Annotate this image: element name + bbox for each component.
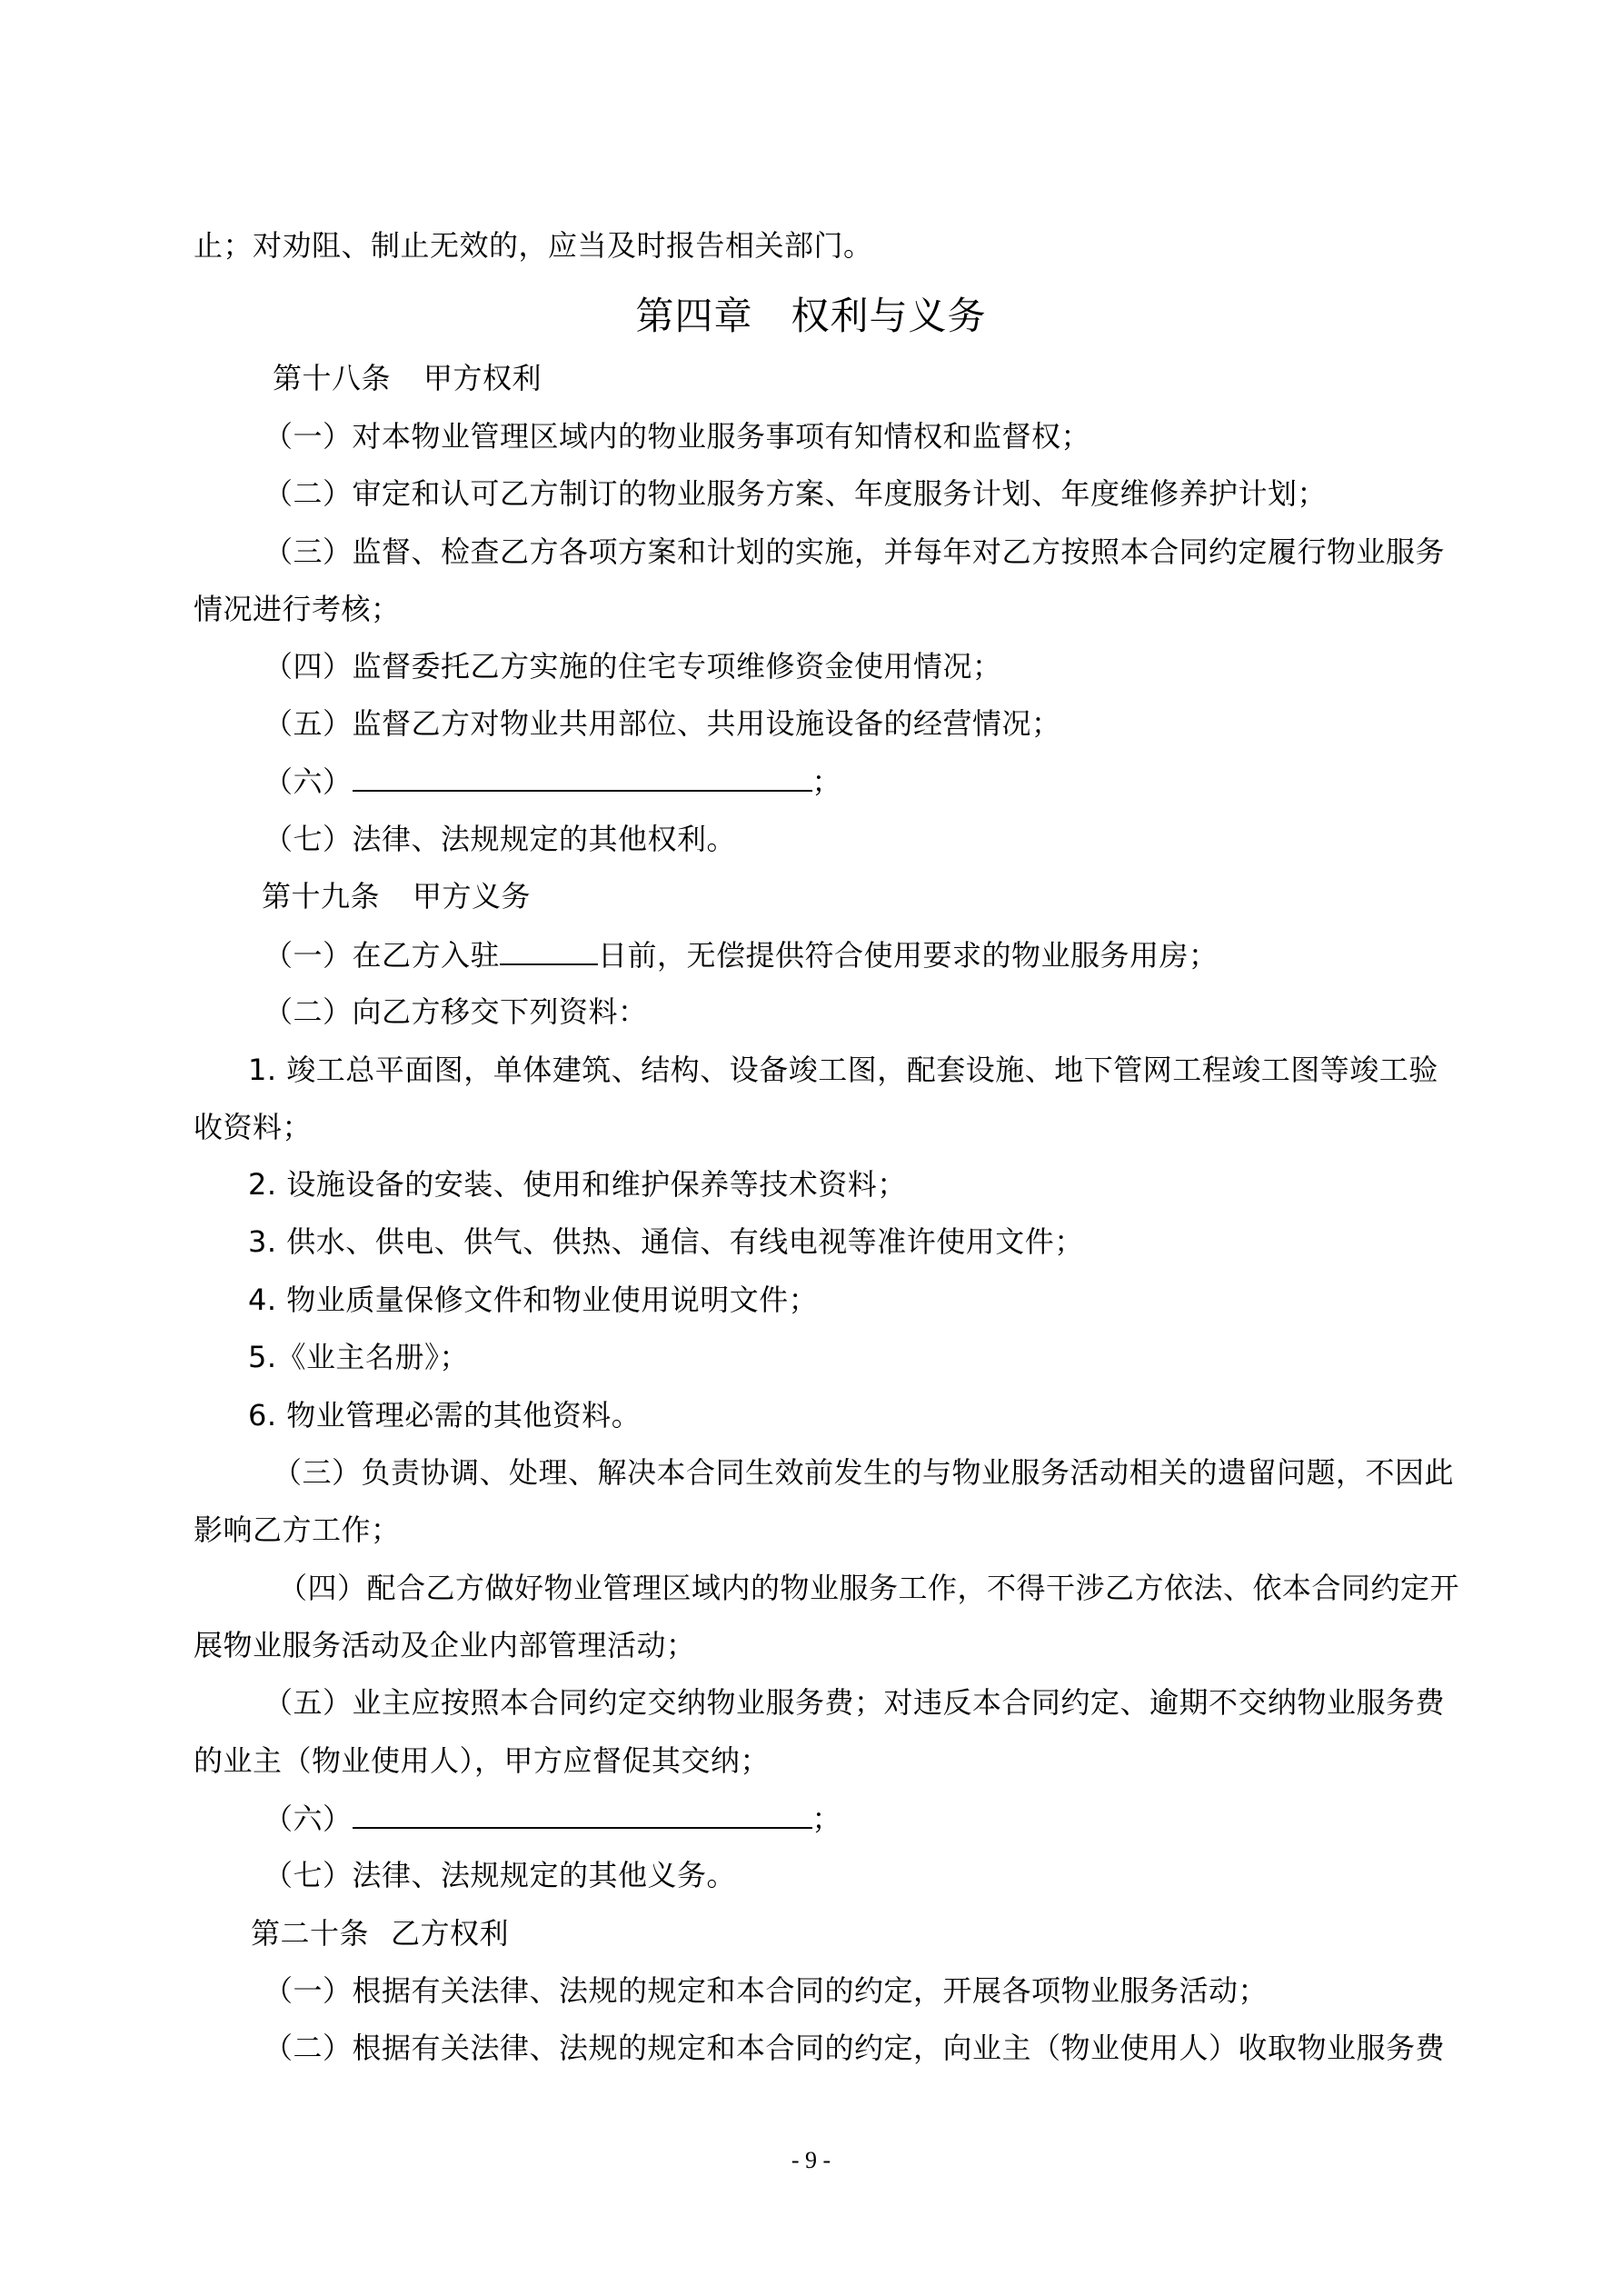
paragraph-line: 1. 竣工总平面图，单体建筑、结构、设备竣工图，配套设施、地下管网工程竣工图等竣工验 — [248, 1053, 1438, 1087]
article-heading — [262, 878, 531, 914]
paragraph-line: 收资料； — [194, 1110, 313, 1144]
article-number: 第二十条 — [251, 1916, 370, 1951]
paragraph-line: （一）对本物业管理区域内的物业服务事项有知情权和监督权； — [264, 419, 1091, 454]
paragraph-line: （二）根据有关法律、法规的规定和本合同的约定，向业主（物业使用人）收取物业服务费 — [264, 2031, 1446, 2065]
article-name: 甲方义务 — [413, 879, 532, 913]
fill-in-line — [264, 1800, 841, 1837]
paragraph-line: 6. 物业管理必需的其他资料。 — [248, 1398, 642, 1433]
paragraph-line: 5.《业主名册》； — [248, 1340, 470, 1374]
article-heading — [251, 1915, 509, 1952]
article-name: 乙方权利 — [391, 1916, 510, 1951]
paragraph-line: （五）业主应按照本合同约定交纳物业服务费；对违反本合同约定、逾期不交纳物业服务费 — [264, 1685, 1446, 1720]
paragraph-line: （五）监督乙方对物业共用部位、共用设施设备的经营情况； — [264, 706, 1061, 741]
fill-in-line — [264, 936, 1219, 973]
item-text-suffix: 日前，无偿提供符合使用要求的物业服务用房； — [598, 938, 1219, 973]
paragraph-line: （三）监督、检查乙方各项方案和计划的实施，并每年对乙方按照本合同约定履行物业服务 — [264, 534, 1446, 569]
paragraph-line: （四）监督委托乙方实施的住宅专项维修资金使用情况； — [264, 649, 1002, 684]
chapter-number: 第四章 — [635, 294, 753, 338]
paragraph-line: （七）法律、法规规定的其他权利。 — [264, 822, 737, 856]
item-text: （一）在乙方入驻 — [264, 938, 501, 973]
fill-in-blank[interactable] — [353, 763, 812, 792]
paragraph-line: 展物业服务活动及企业内部管理活动； — [194, 1628, 696, 1662]
paragraph-line: （二）审定和认可乙方制订的物业服务方案、年度服务计划、年度维修养护计划； — [264, 476, 1328, 511]
paragraph-line: （七）法律、法规规定的其他义务。 — [264, 1858, 737, 1892]
paragraph-line: 2. 设施设备的安装、使用和维护保养等技术资料； — [248, 1167, 907, 1202]
fill-in-line — [264, 763, 841, 800]
chapter-name: 权利与义务 — [791, 294, 987, 338]
item-label: （六） — [264, 764, 353, 799]
paragraph-line: 情况进行考核； — [194, 592, 401, 626]
paragraph-line: 3. 供水、供电、供气、供热、通信、有线电视等准许使用文件； — [248, 1224, 1084, 1259]
paragraph-line: （二）向乙方移交下列资料： — [264, 994, 648, 1029]
article-heading — [273, 360, 542, 396]
paragraph-line: 止；对劝阻、制止无效的，应当及时报告相关部门。 — [194, 228, 873, 263]
article-number: 第十八条 — [273, 361, 392, 395]
paragraph-line: （一）根据有关法律、法规的规定和本合同的约定，开展各项物业服务活动； — [264, 1973, 1269, 2008]
paragraph-line: （四）配合乙方做好物业管理区域内的物业服务工作，不得干涉乙方依法、依本合同约定开 — [278, 1571, 1460, 1605]
paragraph-line: 影响乙方工作； — [194, 1512, 401, 1547]
item-suffix: ； — [811, 1802, 842, 1836]
fill-in-blank[interactable] — [500, 936, 598, 965]
item-label: （六） — [264, 1802, 353, 1836]
paragraph-line: 4. 物业质量保修文件和物业使用说明文件； — [248, 1283, 819, 1317]
item-suffix: ； — [811, 764, 842, 799]
paragraph-line: 的业主（物业使用人），甲方应督促其交纳； — [194, 1743, 771, 1778]
fill-in-blank[interactable] — [353, 1800, 812, 1829]
article-number: 第十九条 — [262, 879, 381, 913]
chapter-title — [0, 293, 1622, 340]
paragraph-line: （三）负责协调、处理、解决本合同生效前发生的与物业服务活动相关的遗留问题，不因此 — [273, 1455, 1455, 1490]
article-name: 甲方权利 — [423, 361, 542, 395]
page-number: - 9 - — [791, 2147, 831, 2173]
